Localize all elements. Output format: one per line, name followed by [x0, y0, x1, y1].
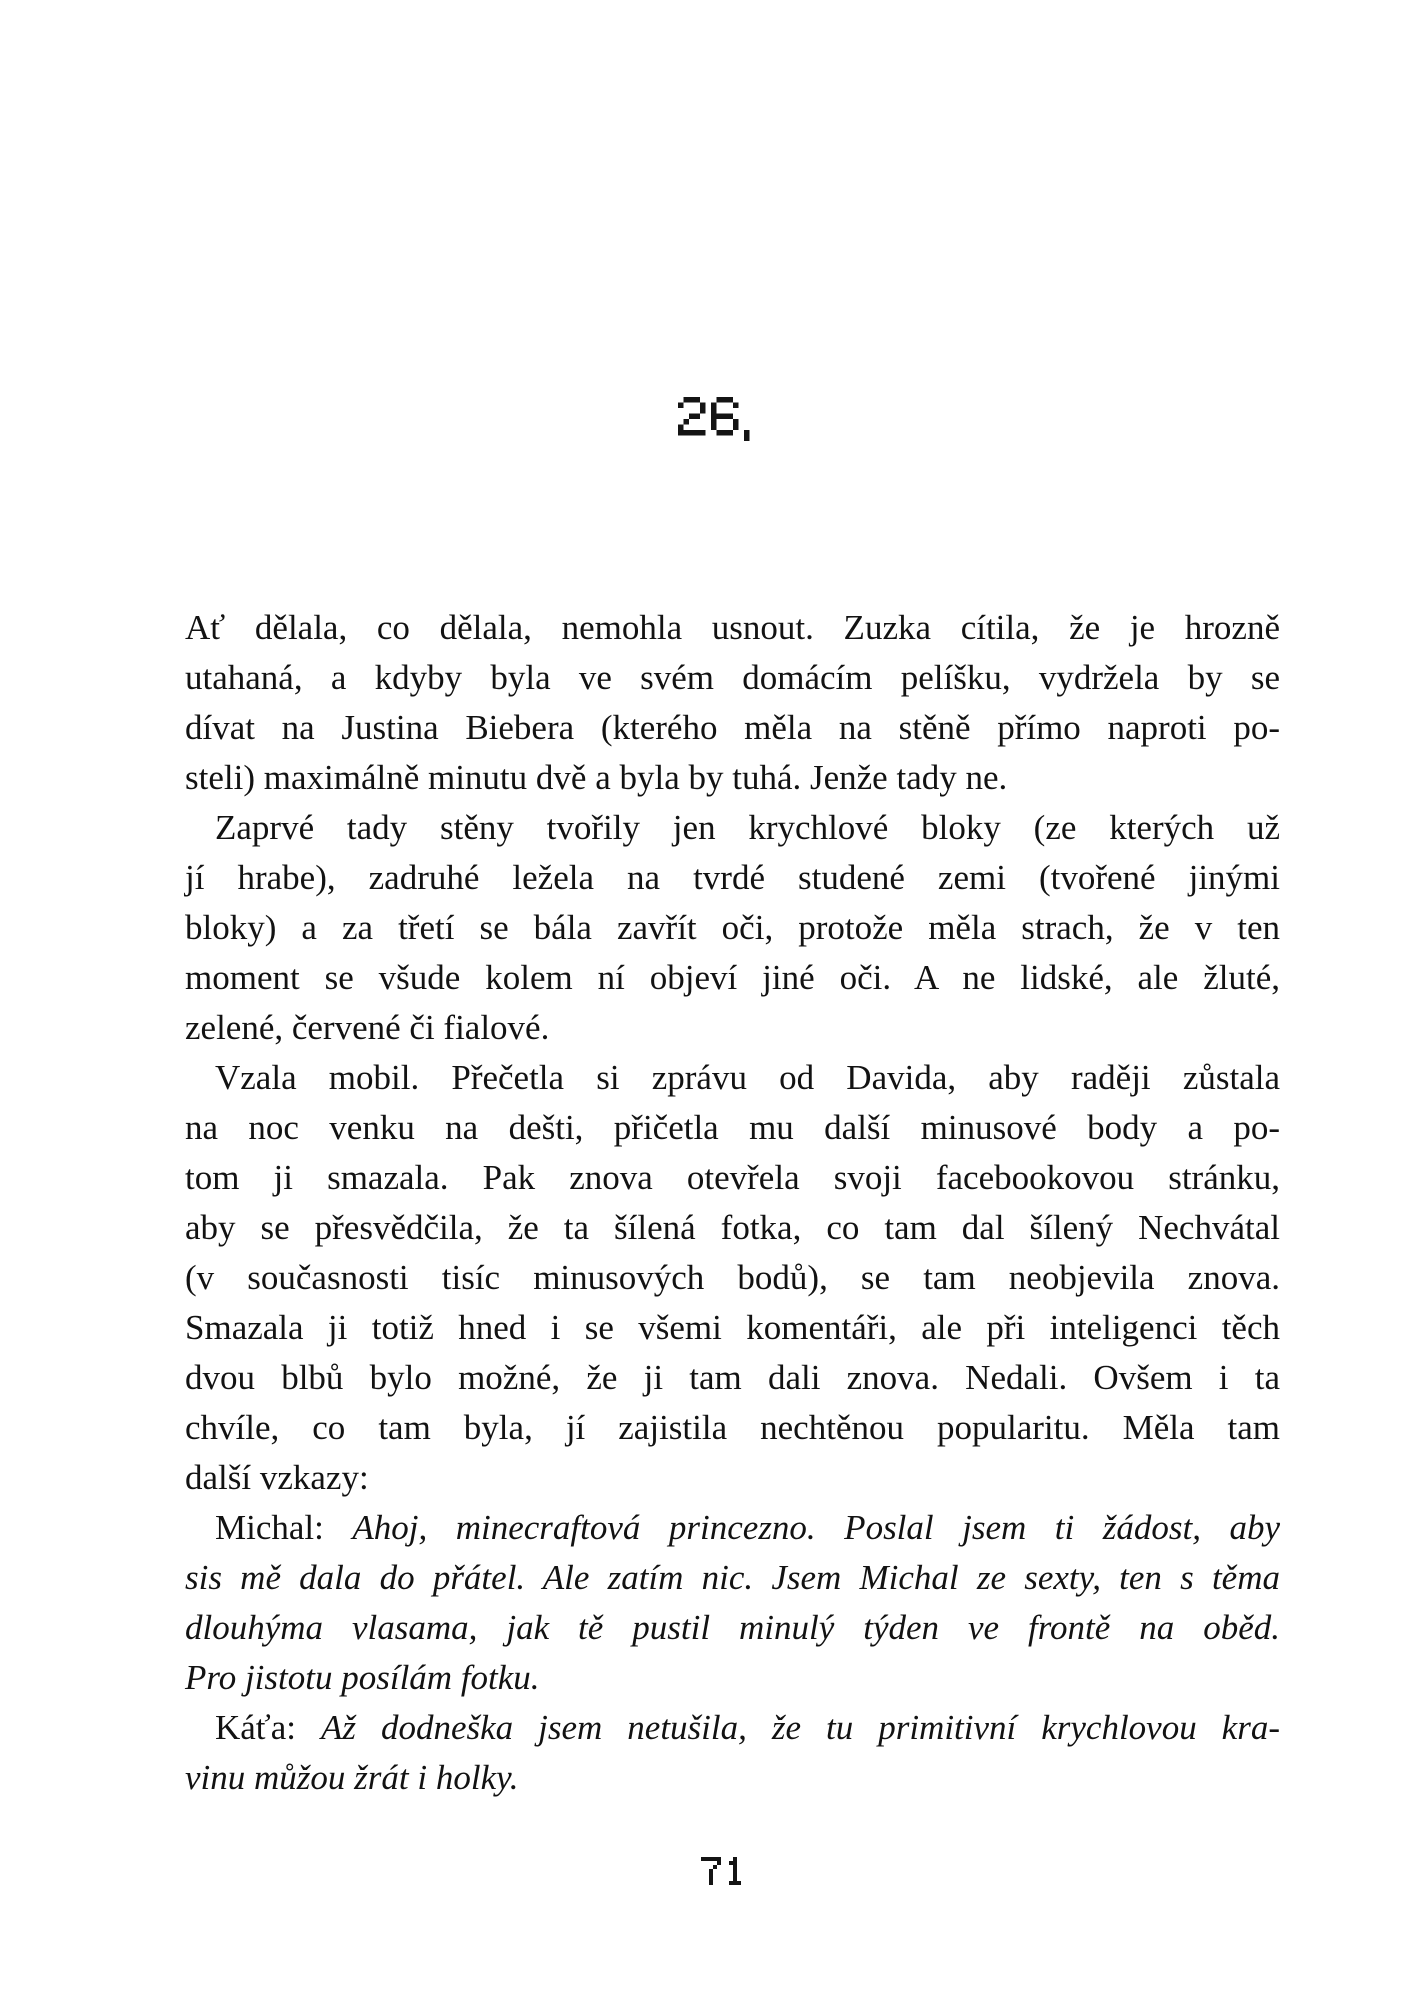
- text-line: [185, 1253, 1280, 1303]
- line-text: sis mě dala do přátel. Ale zatím nic. Jsem Michal ze sexty, ten s těma: [185, 1558, 1280, 1597]
- text-line: [185, 1103, 1280, 1153]
- line-text: Pro jistotu posílám fotku.: [185, 1658, 540, 1697]
- text-line: [185, 1453, 1280, 1503]
- text-line: [185, 1303, 1280, 1353]
- line-text: zelené, červené či fialové.: [185, 1008, 550, 1047]
- text-line: [185, 1603, 1280, 1653]
- text-line: [185, 753, 1280, 803]
- text-line: [185, 1553, 1280, 1603]
- text-line: [185, 1503, 1280, 1553]
- text-line: [185, 1753, 1280, 1803]
- line-text: dlouhýma vlasama, jak tě pustil minulý týden ve frontě na oběd.: [185, 1608, 1280, 1647]
- paragraph: [185, 603, 1280, 803]
- text-line: [185, 953, 1280, 1003]
- line-text: dívat na Justina Biebera (kterého měla na stěně přímo naproti po-: [185, 708, 1280, 747]
- text-line: [185, 1403, 1280, 1453]
- speaker-name: Michal:: [215, 1508, 353, 1547]
- text-line: [185, 903, 1280, 953]
- text-line: [185, 1353, 1280, 1403]
- line-text: Ahoj, minecraftová princezno. Poslal jsem ti žádost, aby: [352, 1508, 1280, 1547]
- chapter-heading: [678, 397, 750, 441]
- text-line: [185, 803, 1280, 853]
- line-text: utahaná, a kdyby byla ve svém domácím pelíšku, vydržela by se: [185, 658, 1280, 697]
- line-text: Zaprvé tady stěny tvořily jen krychlové bloky (ze kterých už: [215, 808, 1280, 847]
- speaker-name: Káťa:: [215, 1708, 322, 1747]
- line-text: na noc venku na dešti, přičetla mu další minusové body a po-: [185, 1108, 1280, 1147]
- line-text: moment se všude kolem ní objeví jiné oči. A ne lidské, ale žluté,: [185, 958, 1280, 997]
- page-number: [701, 1857, 745, 1889]
- line-text: chvíle, co tam byla, jí zajistila nechtěnou popularitu. Měla tam: [185, 1408, 1280, 1447]
- line-text: Ať dělala, co dělala, nemohla usnout. Zuzka cítila, že je hrozně: [185, 608, 1280, 647]
- line-text: tom ji smazala. Pak znova otevřela svoji facebookovou stránku,: [185, 1158, 1280, 1197]
- line-text: dvou blbů bylo možné, že ji tam dali znova. Nedali. Ovšem i ta: [185, 1358, 1280, 1397]
- page-number-pixel-text: [701, 1857, 745, 1889]
- text-line: [185, 1203, 1280, 1253]
- text-line: [185, 1153, 1280, 1203]
- line-text: (v současnosti tisíc minusových bodů), se tam neobjevila znova.: [185, 1258, 1280, 1297]
- text-line: [185, 1653, 1280, 1703]
- body-text: [185, 603, 1280, 1803]
- line-text: Až dodneška jsem netušila, že tu primitivní krychlovou kra-: [321, 1708, 1280, 1747]
- line-text: další vzkazy:: [185, 1458, 369, 1497]
- line-text: aby se přesvědčila, že ta šílená fotka, co tam dal šílený Nechvátal: [185, 1208, 1280, 1247]
- line-text: jí hrabe), zadruhé ležela na tvrdé studené zemi (tvořené jinými: [185, 858, 1280, 897]
- text-line: [185, 1703, 1280, 1753]
- text-line: [185, 703, 1280, 753]
- paragraph: [185, 1053, 1280, 1503]
- line-text: Smazala ji totiž hned i se všemi komentáři, ale při inteligenci těch: [185, 1308, 1280, 1347]
- line-text: vinu můžou žrát i holky.: [185, 1758, 519, 1797]
- text-line: [185, 603, 1280, 653]
- paragraph: [185, 803, 1280, 1053]
- line-text: bloky) a za třetí se bála zavřít oči, protože měla strach, že v ten: [185, 908, 1280, 947]
- paragraph: [185, 1703, 1280, 1803]
- text-line: [185, 653, 1280, 703]
- text-line: [185, 1003, 1280, 1053]
- line-text: Vzala mobil. Přečetla si zprávu od Davida, aby raději zůstala: [215, 1058, 1280, 1097]
- paragraph: [185, 1503, 1280, 1703]
- text-line: [185, 853, 1280, 903]
- chapter-number-pixel-text: [678, 397, 750, 441]
- text-line: [185, 1053, 1280, 1103]
- line-text: steli) maximálně minutu dvě a byla by tuhá. Jenže tady ne.: [185, 758, 1008, 797]
